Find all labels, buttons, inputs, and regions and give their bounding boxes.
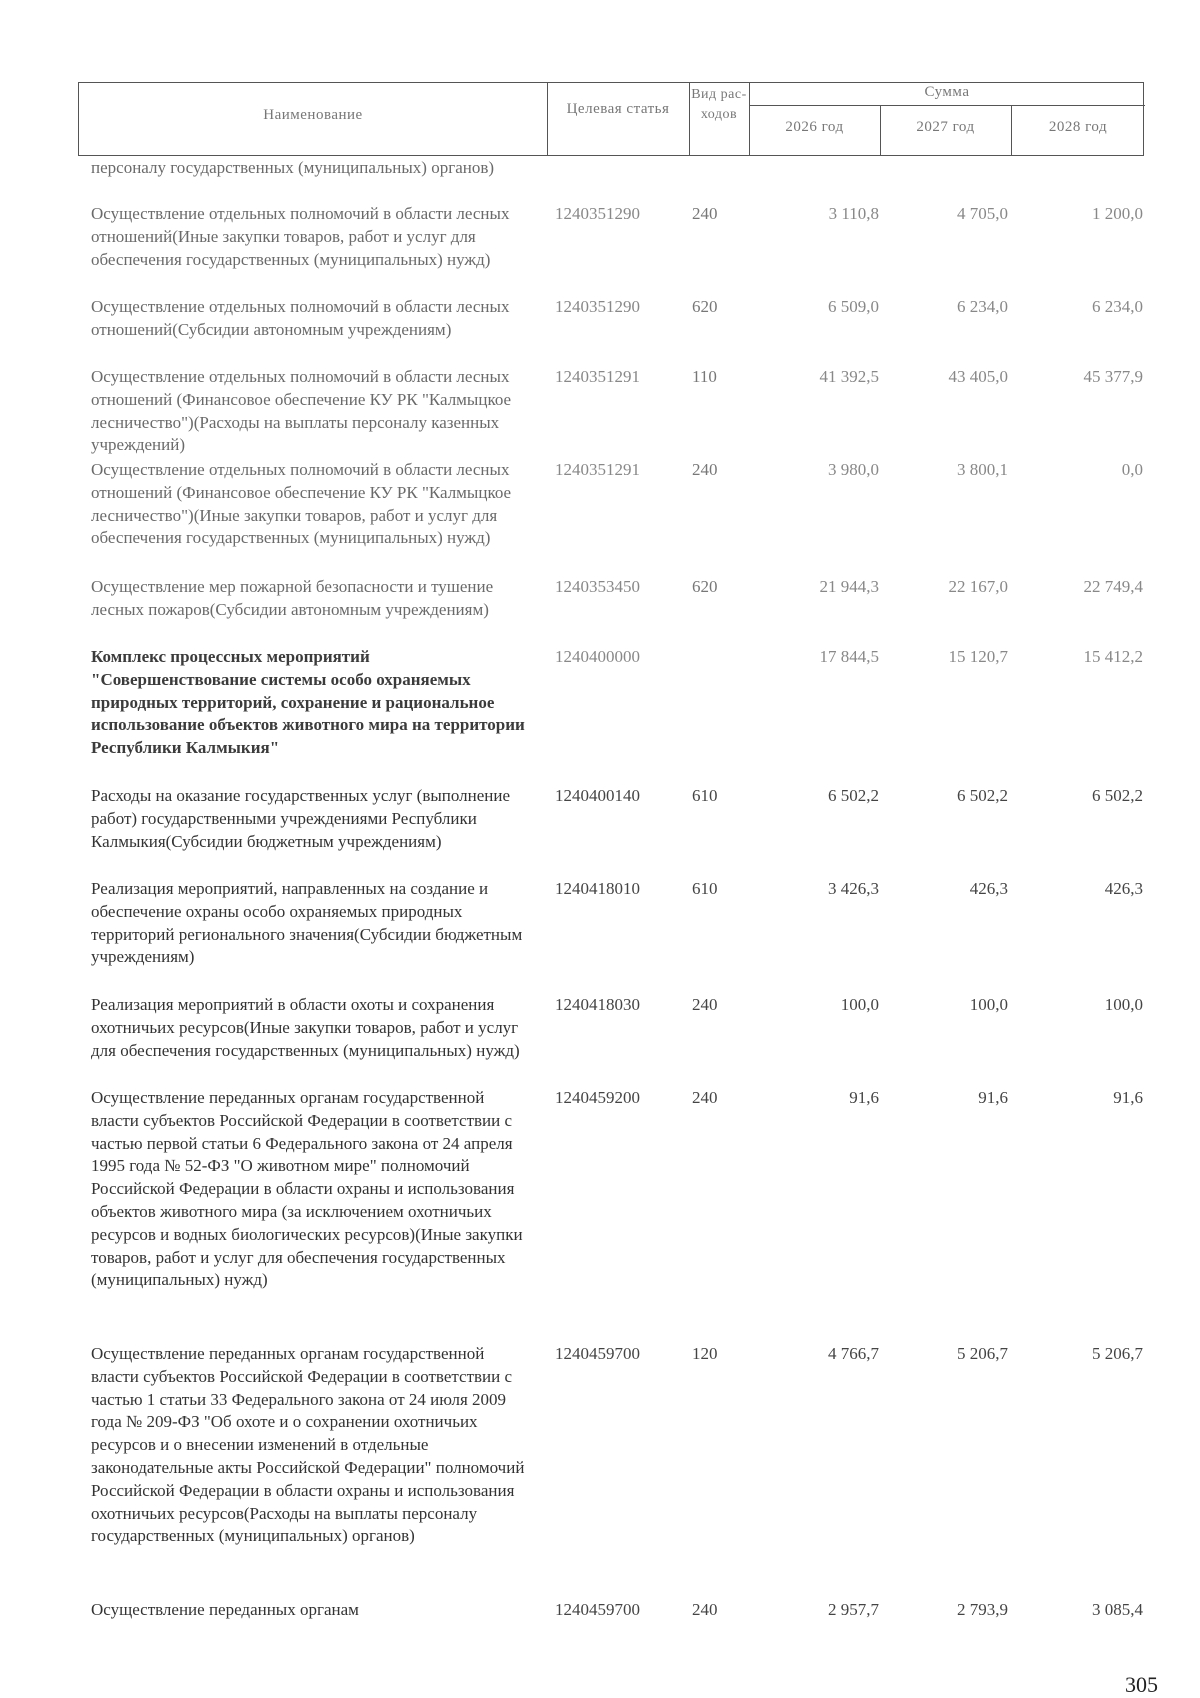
row-name: персоналу государственных (муниципальных) органов) xyxy=(91,158,495,177)
header-code: Целевая статья xyxy=(566,101,670,117)
row-kind: 240 xyxy=(692,995,718,1014)
row-code: 1240351290 xyxy=(555,297,640,316)
row-value-2028: 100,0 xyxy=(1104,995,1143,1014)
row-kind: 610 xyxy=(692,786,718,805)
row-name: Осуществление мер пожарной безопасности и тушение лесных пожаров(Субсидии автономным учреждениям) xyxy=(91,577,494,619)
row-code: 1240353450 xyxy=(555,577,640,596)
page-number: 305 xyxy=(1125,1672,1158,1697)
row-value-2026: 2 957,7 xyxy=(828,1600,879,1619)
row-kind: 110 xyxy=(692,367,717,386)
row-kind: 240 xyxy=(692,460,718,479)
row-name: Комплекс процессных мероприятий "Совершенствование системы особо охраняемых природных территорий, сохранение и рациональное использование объектов животного мира на территории Республики Калмыкия" xyxy=(91,647,525,758)
row-value-2027: 5 206,7 xyxy=(957,1344,1008,1363)
header-2026: 2026 год xyxy=(785,119,844,135)
row-value-2028: 45 377,9 xyxy=(1083,367,1143,386)
row-value-2026: 100,0 xyxy=(840,995,879,1014)
header-name: Наименование xyxy=(263,107,363,123)
row-value-2028: 6 234,0 xyxy=(1092,297,1143,316)
row-code: 1240418030 xyxy=(555,995,640,1014)
header-2027: 2027 год xyxy=(916,119,975,135)
row-code: 1240351290 xyxy=(555,204,640,223)
row-code: 1240459700 xyxy=(555,1600,640,1619)
row-value-2026: 4 766,7 xyxy=(828,1344,879,1363)
row-value-2028: 426,3 xyxy=(1104,879,1143,898)
row-name: Осуществление отдельных полномочий в области лесных отношений(Иные закупки товаров, работ и услуг для обеспечения государственных (муниципальных) нужд) xyxy=(91,204,510,269)
row-code: 1240400140 xyxy=(555,786,640,805)
row-code: 1240351291 xyxy=(555,460,640,479)
row-code: 1240459200 xyxy=(555,1088,640,1107)
row-value-2026: 6 509,0 xyxy=(828,297,879,316)
row-value-2027: 426,3 xyxy=(969,879,1008,898)
row-kind: 610 xyxy=(692,879,718,898)
row-value-2027: 3 800,1 xyxy=(957,460,1008,479)
row-value-2026: 3 110,8 xyxy=(828,204,879,223)
row-value-2027: 100,0 xyxy=(969,995,1008,1014)
row-value-2027: 22 167,0 xyxy=(948,577,1008,596)
row-kind: 240 xyxy=(692,204,718,223)
row-value-2027: 91,6 xyxy=(978,1088,1008,1107)
row-value-2026: 41 392,5 xyxy=(819,367,879,386)
row-value-2028: 22 749,4 xyxy=(1083,577,1143,596)
row-name: Осуществление отдельных полномочий в области лесных отношений (Финансовое обеспечение КУ РК "Калмыцкое лесничество")(Расходы на выплаты персоналу казенных учреждений) xyxy=(91,367,512,455)
row-kind: 120 xyxy=(692,1344,718,1363)
row-code: 1240351291 xyxy=(555,367,640,386)
header-2028: 2028 год xyxy=(1048,119,1108,135)
row-name: Осуществление отдельных полномочий в области лесных отношений(Субсидии автономным учреждениям) xyxy=(91,297,510,339)
row-name: Осуществление переданных органам государственной власти субъектов Российской Федерации в соответствии с частью первой статьи 6 Федерального закона от 24 апреля 1995 года № 52-ФЗ "О животном мире" полномочий Российской Федерации в области охраны и использования объектов животного мира (за исключением охотничьих ресурсов и водных биологических ресурсов)(Иные закупки товаров, работ и услуг для обеспечения государственных (муниципальных) нужд) xyxy=(91,1088,523,1290)
header-sum: Сумма xyxy=(924,84,970,100)
row-value-2026: 3 426,3 xyxy=(828,879,879,898)
row-kind: 240 xyxy=(692,1088,718,1107)
table-header xyxy=(78,82,1144,156)
row-value-2027: 15 120,7 xyxy=(948,647,1008,666)
row-value-2026: 91,6 xyxy=(849,1088,879,1107)
row-name: Осуществление переданных органам государственной власти субъектов Российской Федерации в соответствии с частью 1 статьи 33 Федерального закона от 24 июля 2009 года № 209-ФЗ "Об охоте и о сохранении охотничьих ресурсов и о внесении изменений в отдельные законодательные акты Российской Федерации" полномочий Российской Федерации в области охраны и использования охотничьих ресурсов(Расходы на выплаты персоналу государственных (муниципальных) органов) xyxy=(91,1344,525,1546)
row-value-2026: 6 502,2 xyxy=(828,786,879,805)
row-value-2028: 0,0 xyxy=(1121,460,1143,479)
header-kind: Вид рас-ходов xyxy=(691,87,747,122)
row-value-2027: 43 405,0 xyxy=(948,367,1008,386)
row-value-2027: 2 793,9 xyxy=(957,1600,1008,1619)
row-value-2028: 15 412,2 xyxy=(1083,647,1143,666)
row-kind: 620 xyxy=(692,297,718,316)
row-name: Осуществление отдельных полномочий в области лесных отношений (Финансовое обеспечение КУ РК "Калмыцкое лесничество")(Иные закупки товаров, работ и услуг для обеспечения государственных (муниципальных) нужд) xyxy=(91,460,512,548)
row-kind: 240 xyxy=(692,1600,718,1619)
row-value-2027: 4 705,0 xyxy=(957,204,1008,223)
row-kind: 620 xyxy=(692,577,718,596)
row-value-2027: 6 502,2 xyxy=(957,786,1008,805)
row-value-2026: 17 844,5 xyxy=(819,647,879,666)
row-code: 1240418010 xyxy=(555,879,640,898)
row-value-2027: 6 234,0 xyxy=(957,297,1008,316)
row-value-2028: 1 200,0 xyxy=(1092,204,1143,223)
row-value-2026: 3 980,0 xyxy=(828,460,879,479)
row-name: Осуществление переданных органам xyxy=(91,1600,359,1619)
row-code: 1240400000 xyxy=(555,647,640,666)
row-value-2026: 21 944,3 xyxy=(819,577,879,596)
row-value-2028: 91,6 xyxy=(1113,1088,1143,1107)
row-name: Расходы на оказание государственных услуг (выполнение работ) государственными учреждениями Республики Калмыкия(Субсидии бюджетным учреждениям) xyxy=(91,786,511,851)
row-value-2028: 3 085,4 xyxy=(1092,1600,1143,1619)
row-value-2028: 6 502,2 xyxy=(1092,786,1143,805)
row-name: Реализация мероприятий, направленных на создание и обеспечение охраны особо охраняемых природных территорий регионального значения(Субсидии бюджетным учреждениям) xyxy=(91,879,523,967)
row-name: Реализация мероприятий в области охоты и сохранения охотничьих ресурсов(Иные закупки товаров, работ и услуг для обеспечения государственных (муниципальных) нужд) xyxy=(91,995,520,1060)
row-code: 1240459700 xyxy=(555,1344,640,1363)
row-value-2028: 5 206,7 xyxy=(1092,1344,1143,1363)
